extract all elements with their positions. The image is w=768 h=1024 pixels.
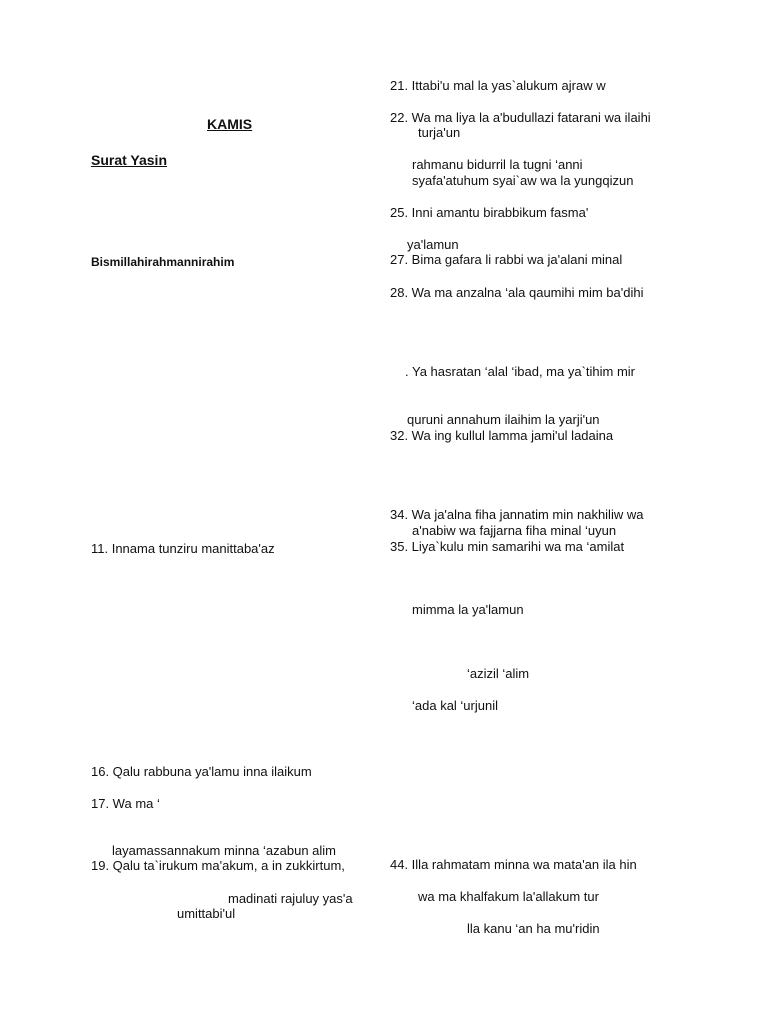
- verse-line: 21. Ittabi'u mal la yas`alukum ajraw w: [390, 78, 606, 93]
- verse-line: umittabi'ul: [177, 906, 236, 921]
- verse-line: ya'lamun: [407, 237, 459, 252]
- verse-line: lla kanu ‘an ha mu'ridin: [467, 921, 600, 936]
- verse-line: 11. Innama tunziru manittaba'az: [91, 541, 275, 556]
- verse-line: 34. Wa ja'alna fiha jannatim min nakhiliw wa: [390, 507, 644, 522]
- verse-line: 35. Liya`kulu min samarihi wa ma ‘amilat: [390, 539, 625, 554]
- verse-line: wa ma khalfakum la'allakum tur: [418, 889, 599, 904]
- verse-line: 44. Illa rahmatam minna wa mata'an ila hin: [390, 857, 637, 872]
- verse-line: ‘azizil ‘alim: [467, 666, 530, 681]
- basmala-line: Bismillahirahmannirahim: [91, 255, 235, 269]
- verse-line: rahmanu bidurril la tugni ‘anni: [412, 157, 583, 172]
- verse-line: 22. Wa ma liya la a'budullazi fatarani wa ilaihi: [390, 110, 651, 125]
- verse-line: ‘ada kal ‘urjunil: [412, 698, 498, 713]
- verse-line: 19. Qalu ta`irukum ma'akum, a in zukkirtum,: [91, 858, 345, 873]
- verse-line: 28. Wa ma anzalna ‘ala qaumihi mim ba'dihi: [390, 285, 644, 300]
- verse-line: turja'un: [418, 125, 461, 140]
- document-title: KAMIS: [207, 116, 253, 132]
- verse-line: mimma la ya'lamun: [412, 602, 524, 617]
- verse-line: syafa'atuhum syai`aw wa la yungqizun: [412, 173, 634, 188]
- verse-line: 27. Bima gafara li rabbi wa ja'alani minal: [390, 252, 623, 267]
- document-subtitle: Surat Yasin: [91, 152, 168, 168]
- verse-line: 25. Inni amantu birabbikum fasma': [390, 205, 589, 220]
- verse-line: madinati rajuluy yas'a: [228, 891, 353, 906]
- verse-line: quruni annahum ilaihim la yarji'un: [407, 412, 600, 427]
- verse-line: . Ya hasratan ‘alal ‘ibad, ma ya`tihim mir: [405, 364, 636, 379]
- verse-line: layamassannakum minna ‘azabun alim: [112, 843, 337, 858]
- verse-line: 32. Wa ing kullul lamma jami'ul ladaina: [390, 428, 614, 443]
- verse-line: a'nabiw wa fajjarna fiha minal ‘uyun: [412, 523, 617, 538]
- verse-line: 17. Wa ma ‘: [91, 796, 160, 811]
- verse-line: 16. Qalu rabbuna ya'lamu inna ilaikum: [91, 764, 312, 779]
